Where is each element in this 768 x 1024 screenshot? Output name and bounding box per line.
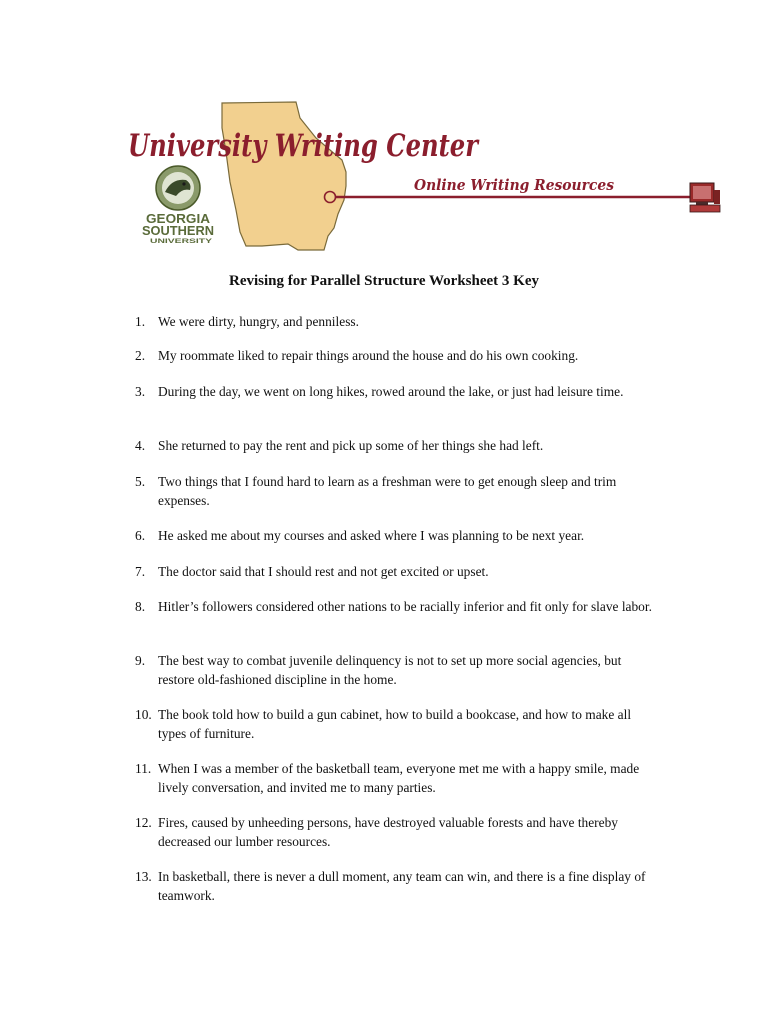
item-text: She returned to pay the rent and pick up some of her things she had left.: [158, 438, 544, 453]
item-number: 9.: [135, 653, 146, 668]
item-text: The book told how to build a gun cabinet, how to build a bookcase, and how to make all types of furniture.: [158, 707, 632, 741]
item-text: Fires, caused by unheeding persons, have destroyed valuable forests and have thereby decreased our lumber resources.: [158, 815, 618, 849]
brand-title: University Writing Center: [128, 128, 481, 164]
item-text: When I was a member of the basketball team, everyone met me with a happy smile, made lively conversation, and invited me to many parties.: [158, 761, 640, 795]
item-text: He asked me about my courses and asked where I was planning to be next year.: [158, 528, 585, 543]
list-item: [135, 760, 655, 797]
item-number: 10.: [135, 707, 152, 722]
item-number: 8.: [135, 599, 146, 614]
list-item: [135, 383, 655, 402]
list-item: [135, 868, 655, 905]
item-number: 5.: [135, 474, 146, 489]
list-item: [135, 598, 655, 617]
page-title: Revising for Parallel Structure Worksheet 3 Key: [229, 273, 539, 289]
list-item: [135, 473, 655, 510]
item-text: In basketball, there is never a dull moment, any team can win, and there is a fine display of teamwork.: [158, 869, 646, 903]
item-number: 11.: [135, 761, 152, 776]
item-number: 12.: [135, 815, 152, 830]
item-number: 13.: [135, 869, 152, 884]
list-item: [135, 563, 655, 582]
item-number: 2.: [135, 348, 146, 363]
list-item: [135, 814, 655, 851]
item-number: 3.: [135, 384, 146, 399]
item-number: 4.: [135, 438, 146, 453]
item-text: Hitler’s followers considered other nations to be racially inferior and fit only for slave labor.: [158, 599, 652, 614]
list-item: [135, 652, 655, 689]
list-item: [135, 347, 655, 366]
brand-subtitle: Online Writing Resources: [414, 176, 615, 194]
item-text: During the day, we went on long hikes, rowed around the lake, or just had leisure time.: [158, 384, 624, 399]
item-text: My roommate liked to repair things around the house and do his own cooking.: [158, 348, 579, 363]
item-text: Two things that I found hard to learn as a freshman were to get enough sleep and trim expenses.: [158, 474, 617, 508]
item-number: 6.: [135, 528, 146, 543]
item-text: The doctor said that I should rest and not get excited or upset.: [158, 564, 489, 579]
item-text: The best way to combat juvenile delinquency is not to set up more social agencies, but restore old-fashioned discipline in the home.: [158, 653, 622, 687]
list-item: [135, 313, 655, 332]
item-text: We were dirty, hungry, and penniless.: [158, 314, 359, 329]
logo-text-southern: SOUTHERN: [142, 223, 214, 238]
list-item: [135, 706, 655, 743]
list-item: [135, 527, 655, 546]
item-number: 7.: [135, 564, 146, 579]
logo-text-georgia: GEORGIA: [146, 211, 211, 226]
logo-text-university: UNIVERSITY: [150, 238, 214, 245]
list-item: [135, 437, 655, 456]
item-number: 1.: [135, 314, 146, 329]
